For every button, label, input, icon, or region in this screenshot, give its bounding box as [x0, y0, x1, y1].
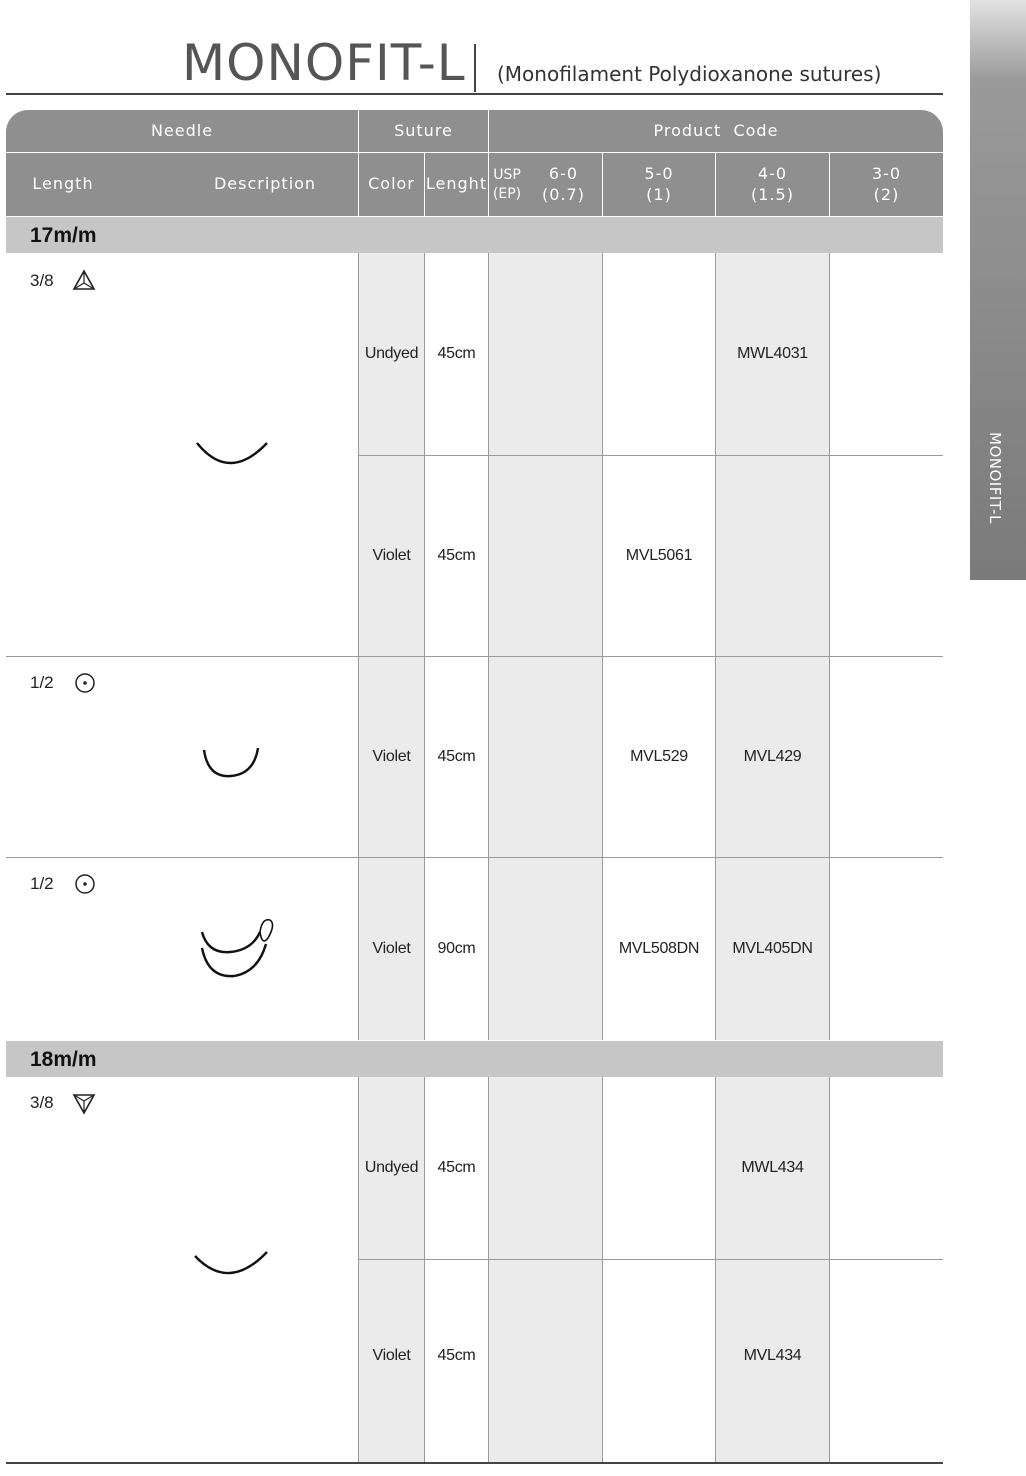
product-code: [830, 858, 943, 1040]
header-description: Description: [213, 174, 317, 194]
product-code: [603, 1077, 715, 1259]
product-code: [830, 657, 943, 857]
suture-length: 45cm: [437, 748, 476, 765]
product-code: MVL429: [743, 748, 802, 765]
triangle-down-icon: [72, 1093, 96, 1115]
product-code: MWL434: [741, 1159, 804, 1176]
needle-length: 1/2: [30, 673, 54, 692]
product-code: [489, 858, 602, 1040]
size-usp: 3-0: [871, 163, 902, 183]
page-subtitle: (Monofilament Polydioxanone sutures): [497, 62, 882, 86]
triangle-up-icon: [72, 269, 96, 291]
header-size-4-0: [716, 153, 829, 216]
section-bar: [6, 217, 943, 253]
product-code: [489, 1077, 602, 1259]
header-usp-ep: [489, 153, 525, 216]
suture-color: Violet: [372, 940, 411, 957]
suture-color: Undyed: [364, 1159, 419, 1176]
product-code: [830, 1077, 943, 1259]
size-ep: (0.7): [542, 184, 585, 204]
header-size-5-0: [603, 153, 715, 216]
section-label: 17m/m: [30, 224, 97, 247]
double-needle-icon: [196, 914, 278, 986]
product-code: [603, 253, 715, 455]
product-code: MWL4031: [737, 345, 808, 362]
suture-length: 45cm: [437, 1347, 476, 1364]
product-code: [489, 253, 602, 455]
suture-color: Undyed: [364, 345, 419, 362]
product-code: [489, 1260, 602, 1452]
product-code: MVL508DN: [618, 940, 700, 957]
size-usp: 5-0: [644, 163, 674, 183]
product-code: [830, 253, 943, 455]
needle-curve-icon: [191, 1246, 273, 1282]
suture-color: Violet: [372, 1347, 411, 1364]
product-code: MVL405DN: [732, 940, 813, 957]
title-separator: [474, 44, 476, 92]
circle-dot-icon: [74, 672, 96, 694]
header-size-3-0: [830, 153, 943, 216]
header-needle: Needle: [150, 121, 214, 141]
product-code: [716, 456, 829, 656]
product-code: [830, 1260, 943, 1452]
product-code: [489, 657, 602, 857]
size-ep: (2): [873, 184, 900, 204]
title-rule: [6, 93, 943, 95]
product-code: MVL5061: [625, 547, 693, 564]
size-ep: (1.5): [751, 184, 794, 204]
product-code: [489, 456, 602, 656]
suture-length: 45cm: [437, 345, 476, 362]
bottom-rule: [6, 1462, 943, 1464]
needle-length: 3/8: [30, 271, 54, 290]
suture-color: Violet: [372, 748, 411, 765]
size-ep: (1): [646, 184, 672, 204]
suture-length: 45cm: [437, 547, 476, 564]
needle-length: 1/2: [30, 874, 54, 893]
header-ep: (EP): [492, 185, 522, 202]
needle-curve-icon: [198, 744, 264, 780]
circle-dot-icon: [74, 873, 96, 895]
suture-color: Violet: [372, 547, 411, 564]
size-usp: 6-0: [548, 163, 579, 183]
size-usp: 4-0: [757, 163, 788, 183]
side-tab-label: MONOIFIT-L: [986, 432, 1004, 524]
header-product-code: Product Code: [653, 121, 779, 141]
product-code: MVL529: [630, 748, 688, 765]
header-size-6-0: [525, 153, 602, 216]
needle-curve-icon: [193, 435, 273, 471]
suture-length: 45cm: [437, 1159, 476, 1176]
header-lenght: Lenght: [425, 174, 488, 194]
suture-length: 90cm: [437, 940, 476, 957]
needle-length: 3/8: [30, 1093, 54, 1112]
product-code: [603, 1260, 715, 1452]
section-bar: [6, 1041, 943, 1077]
product-code: MVL434: [743, 1347, 802, 1364]
product-code: [830, 456, 943, 656]
header-length: Length: [32, 174, 94, 194]
page-title: MONOFIT-L: [182, 34, 466, 92]
section-label: 18m/m: [30, 1048, 97, 1071]
header-suture: Suture: [394, 121, 453, 141]
header-color: Color: [368, 174, 415, 194]
header-usp: USP: [493, 167, 521, 184]
